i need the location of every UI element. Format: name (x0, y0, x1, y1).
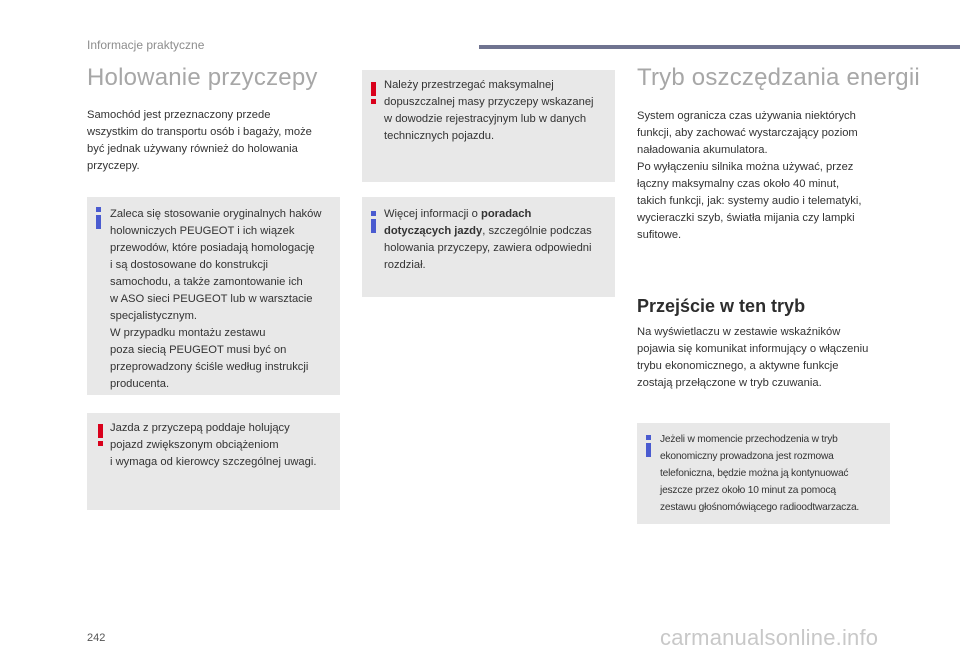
heading-energy-saving: Tryb oszczędzania energii (637, 64, 920, 91)
energy-saving-intro-text: System ogranicza czas używania niektórych funkcji, aby zachować wystarczający poziom naładowania akumulatora. Po wyłączeniu silnika można używać, przez łączny maksymalny czas około 40 minut, takich funkcji, jak: systemy audio i telematyki, wycieraczki szyb, światła mijania czy lampki sufitowe. (637, 110, 862, 241)
section-header-title: Informacje praktyczne (87, 38, 205, 52)
advice-bold-1: poradach (480, 208, 532, 220)
advice-rest: holowania przyczepy, zawiera odpowiedni rozdział. (384, 242, 592, 271)
entering-mode-text: Na wyświetlaczu w zestawie wskaźników pojawia się komunikat informujący o włączeniu trybu ekonomicznego, a aktywne funkcje zostają przełączone w tryb czuwania. (637, 326, 869, 389)
info-box-phone-call-text: Jeżeli w momencie przechodzenia w tryb ekonomiczny prowadzona jest rozmowa telefoniczna, będzie można ją kontynuować jeszcze przez około 10 minut za pomocą zestawu głośnomówiącego radioodtwarzacza. (660, 434, 860, 513)
advice-rest-line: , szczególnie podczas (482, 225, 592, 237)
info-box-driving-advice (362, 197, 615, 297)
warning-box-mass-text: Należy przestrzegać maksymalnej dopuszczalnej masy przyczepy wskazanej w dowodzie rejestracyjnym lub w danych technicznych pojazdu. (384, 79, 594, 142)
info-box-phone-call (637, 423, 890, 524)
heading-towing: Holowanie przyczepy (87, 64, 318, 91)
info-box-towbar (87, 197, 340, 395)
warning-box-mass (362, 70, 615, 182)
warning-box-driving-text: Jazda z przyczepą poddaje holujący pojazd zwiększonym obciążeniom i wymaga od kierowcy szczególnej uwagi. (110, 422, 317, 468)
header-bar (479, 45, 960, 49)
subheading-entering-mode: Przejście w ten tryb (637, 296, 806, 316)
info-box-driving-advice-text (384, 206, 615, 274)
warning-box-driving (87, 413, 340, 510)
page-number: 242 (87, 632, 106, 644)
advice-prefix: Więcej informacji o (384, 208, 481, 220)
watermark: carmanualsonline.info (660, 625, 879, 649)
info-box-towbar-text: Zaleca się stosowanie oryginalnych haków holowniczych PEUGEOT i ich wiązek przewodów, które posiadają homologację i są dostosowane do konstrukcji samochodu, a także zamontowanie ich w ASO sieci PEUGEOT lub w warsztacie specjalistycznym. W przypadku montażu zestawu poza siecią PEUGEOT musi być on przeprowadzony ściśle według instrukcji producenta. (110, 208, 322, 390)
towing-intro-text: Samochód jest przeznaczony przede wszystkim do transportu osób i bagaży, może być jednak używany również do holowania przyczepy. (87, 109, 312, 172)
advice-bold-2: dotyczących jazdy (384, 225, 483, 237)
